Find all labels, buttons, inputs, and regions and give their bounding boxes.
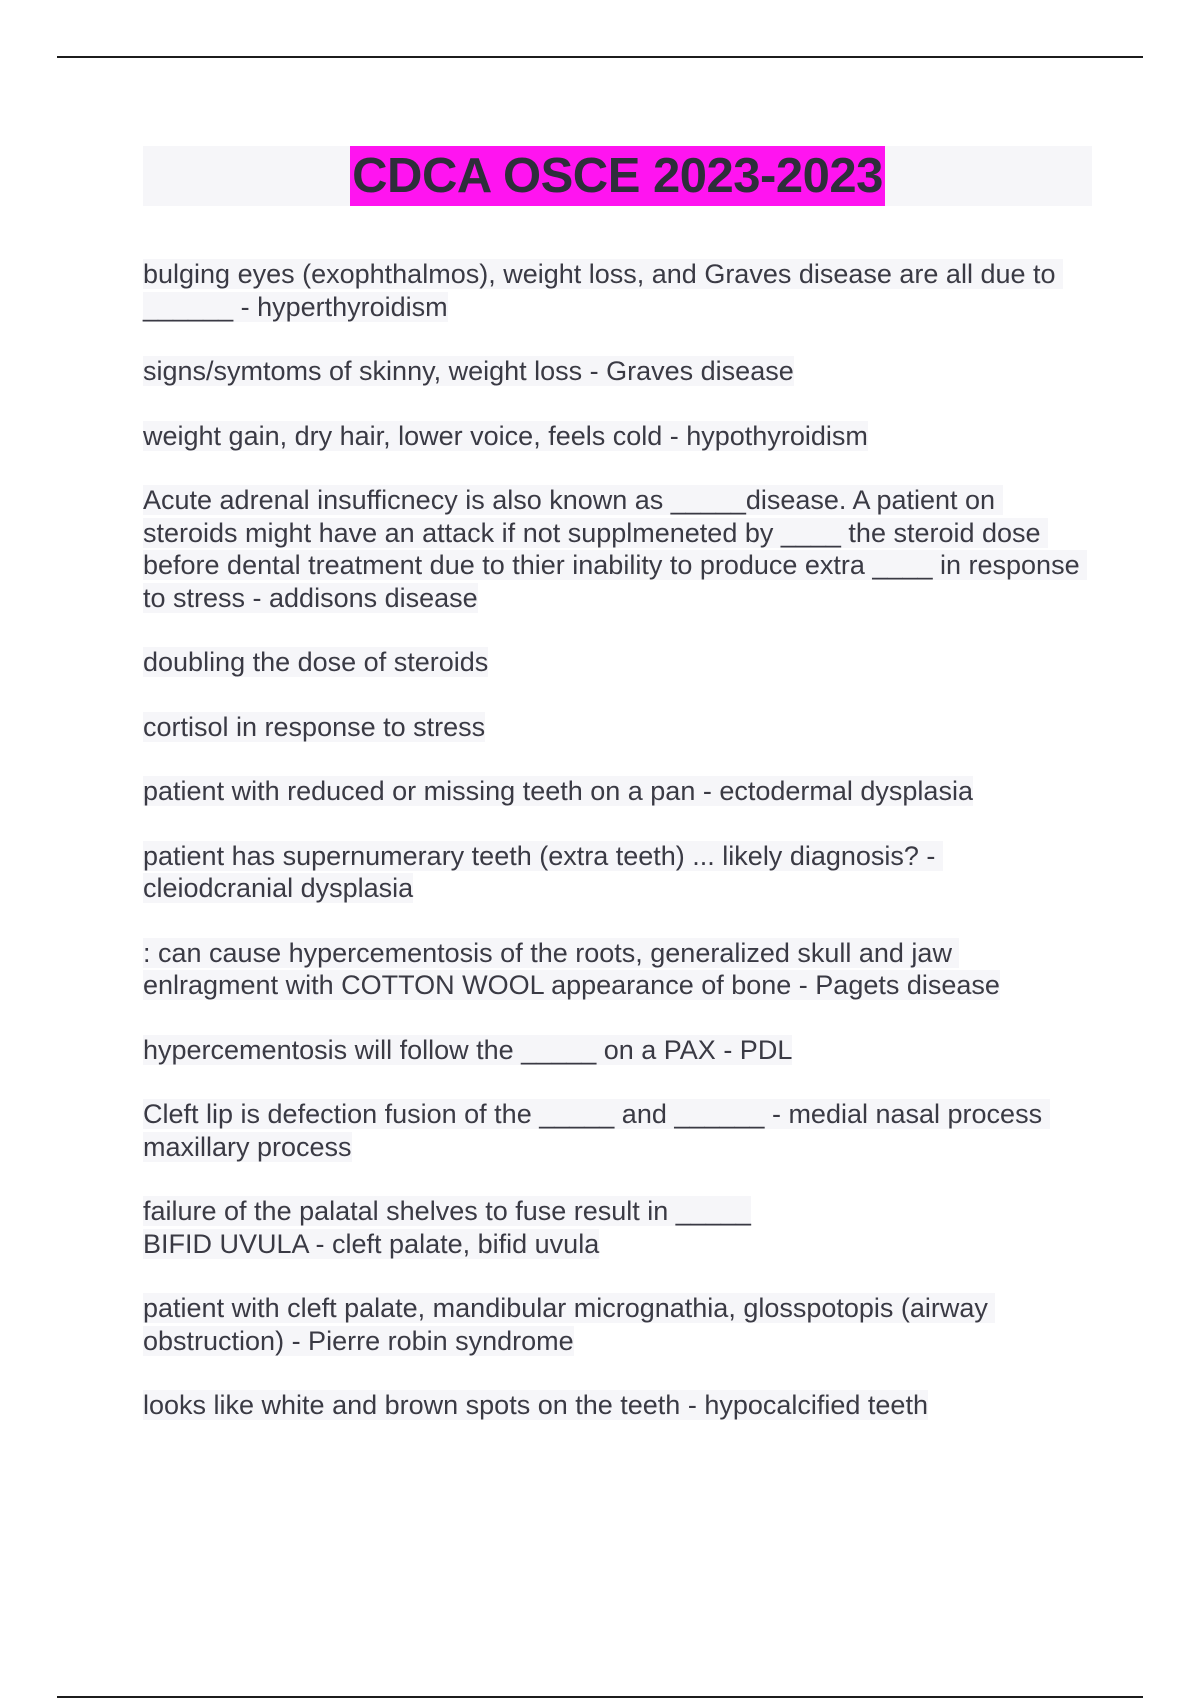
qa-item: signs/symtoms of skinny, weight loss - Graves disease [143,356,794,386]
bottom-rule [57,1696,1143,1698]
qa-item: patient has supernumerary teeth (extra teeth) ... likely diagnosis? - cleiodcranial dysplasia [143,840,943,903]
qa-item: failure of the palatal shelves to fuse result in _____ BIFID UVULA - cleft palate, bifid uvula [143,1196,751,1259]
qa-item: doubling the dose of steroids [143,647,489,677]
title-band [143,146,1092,206]
qa-item: Cleft lip is defection fusion of the _____ and ______ - medial nasal process maxillary process [143,1099,1050,1162]
qa-list [143,258,1088,1454]
qa-item: patient with cleft palate, mandibular micrognathia, glosspotopis (airway obstruction) - Pierre robin syndrome [143,1293,996,1356]
qa-item: bulging eyes (exophthalmos), weight loss, and Graves disease are all due to ______ - hyperthyroidism [143,259,1064,322]
qa-item: weight gain, dry hair, lower voice, feels cold - hypothyroidism [143,420,868,451]
qa-item: looks like white and brown spots on the teeth - hypocalcified teeth [143,1390,928,1420]
qa-item: patient with reduced or missing teeth on a pan - ectodermal dysplasia [143,776,973,806]
top-rule [57,56,1143,58]
qa-item: cortisol in response to stress [143,711,486,742]
qa-item: Acute adrenal insufficnecy is also known as _____disease. A patient on steroids might have an attack if not supplmeneted by ____ the steroid dose before dental treatment due to thier inability to produce extra ____ in response to stress - addisons disease [143,485,1088,613]
qa-item: : can cause hypercementosis of the roots, generalized skull and jaw enlragment with COTTON WOOL appearance of bone - Pagets disease [143,937,1000,1000]
page-title: CDCA OSCE 2023-2023 [350,146,885,206]
qa-item: hypercementosis will follow the _____ on a PAX - PDL [143,1034,793,1065]
